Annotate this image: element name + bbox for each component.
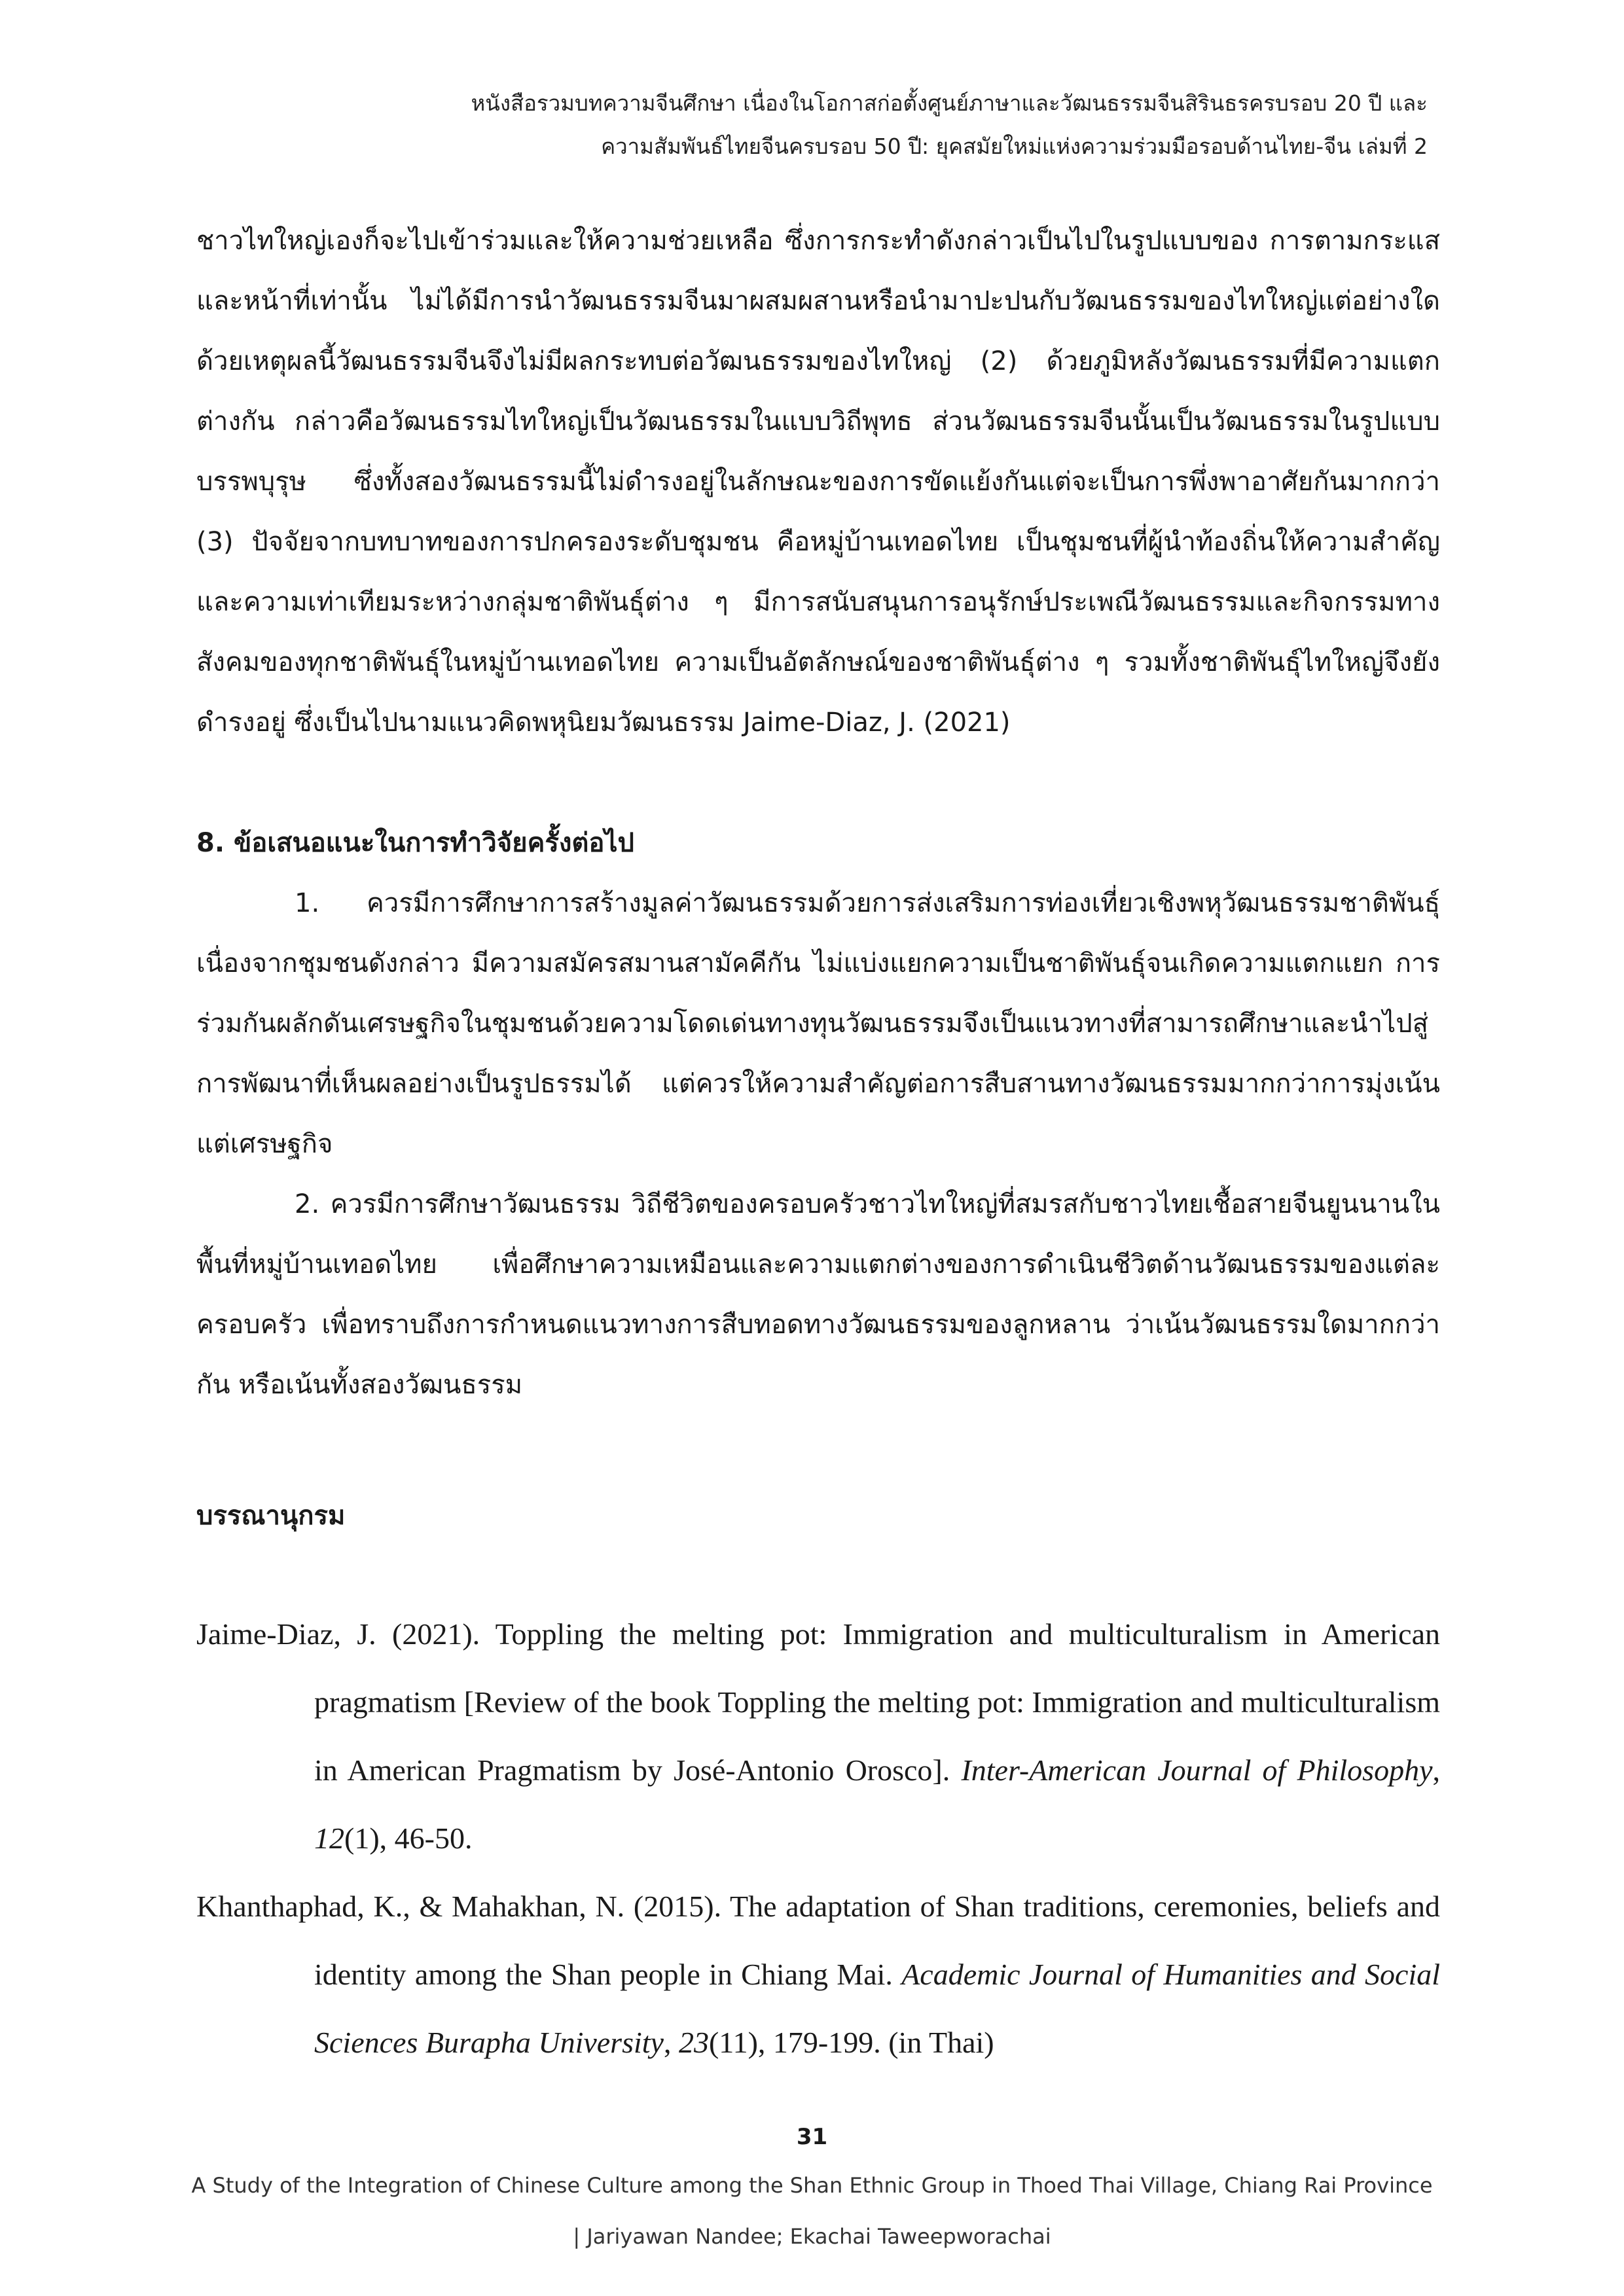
reference-entry (196, 1873, 1440, 2077)
reference-separator: , (1432, 1753, 1440, 1787)
reference-text: Khanthaphad, K., & Mahakhan, N. (2015). The adaptation of Shan traditions, ceremonies, beliefs and identity among the Shan people in Chiang Mai. (196, 1890, 1440, 1991)
running-header (184, 82, 1428, 168)
reference-volume: 12 (314, 1821, 344, 1855)
reference-journal: Inter-American Journal of Philosophy (961, 1753, 1433, 1787)
reference-entry (196, 1600, 1440, 1873)
footer-authors: | Jariyawan Nandee; Ekachai Taweepworachai (573, 2224, 1051, 2249)
section-8-heading: 8. ข้อเสนอแนะในการทำวิจัยครั้งต่อไป (196, 828, 634, 858)
reference-volume: 23 (678, 2026, 709, 2059)
footer-title: A Study of the Integration of Chinese Culture among the Shan Ethnic Group in Thoed Thai Village, Chiang Rai Province (191, 2173, 1433, 2198)
conclusion-paragraph: ชาวไทใหญ่เองก็จะไปเข้าร่วมและให้ความช่วยเหลือ ซึ่งการกระทำดังกล่าวเป็นไปในรูปแบบของ การตามกระแสและหน้าที่เท่านั้น ไม่ได้มีการนำวัฒนธรรมจีนมาผสมผสานหรือนำมาปะปนกับวัฒนธรรมของไทใหญ่แต่อย่างใด ด้วยเหตุผลนี้วัฒนธรรมจีนจึงไม่มีผลกระทบต่อวัฒนธรรมของไทใหญ่ (2) ด้วยภูมิหลังวัฒนธรรมที่มีความแตกต่างกัน กล่าวคือวัฒนธรรมไทใหญ่เป็นวัฒนธรรมในแบบวิถีพุทธ ส่วนวัฒนธรรมจีนนั้นเป็นวัฒนธรรมในรูปแบบบรรพบุรุษ ซึ่งทั้งสองวัฒนธรรมนี้ไม่ดำรงอยู่ในลักษณะของการขัดแย้งกันแต่จะเป็นการพึ่งพาอาศัยกันมากกว่า (3) ปัจจัยจากบทบาทของการปกครองระดับชุมชน คือหมู่บ้านเทอดไทย เป็นชุมชนที่ผู้นำท้องถิ่นให้ความสำคัญและความเท่าเทียมระหว่างกลุ่มชาติพันธุ์ต่าง ๆ มีการสนับสนุนการอนุรักษ์ประเพณีวัฒนธรรมและกิจกรรมทางสังคมของทุกชาติพันธุ์ในหมู่บ้านเทอดไทย ความเป็นอัตลักษณ์ของชาติพันธุ์ต่าง ๆ รวมทั้งชาติพันธุ์ไทใหญ่จึงยังดำรงอยู่ ซึ่งเป็นไปนามแนวคิดพหุนิยมวัฒนธรรม Jaime-Diaz, J. (2021) (196, 226, 1440, 738)
references-heading: บรรณานุกรม (196, 1501, 346, 1531)
reference-pages: (11), 179-199. (in Thai) (708, 2026, 994, 2059)
suggestion-1-paragraph: 1. ควรมีการศึกษาการสร้างมูลค่าวัฒนธรรมด้วยการส่งเสริมการท่องเที่ยวเชิงพหุวัฒนธรรมชาติพันธุ์ เนื่องจากชุมชนดังกล่าว มีความสมัครสมานสามัคคีกัน ไม่แบ่งแยกความเป็นชาติพันธุ์จนเกิดความแตกแยก การร่วมกันผลักดันเศรษฐกิจในชุมชนด้วยความโดดเด่นทางทุนวัฒนธรรมจึงเป็นแนวทางที่สามารถศึกษาและนำไปสู่การพัฒนาที่เห็นผลอย่างเป็นรูปธรรมได้ แต่ควรให้ความสำคัญต่อการสืบสานทางวัฒนธรรมมากกว่าการมุ่งเน้นแต่เศรษฐกิจ (196, 888, 1440, 1159)
reference-list (196, 1600, 1440, 2077)
running-header-line-2: ความสัมพันธ์ไทยจีนครบรอบ 50 ปี: ยุคสมัยใหม่แห่งความร่วมมือรอบด้านไทย-จีน เล่มที่ 2 (601, 134, 1428, 159)
reference-separator: , (663, 2026, 679, 2059)
main-text (196, 211, 1440, 1546)
running-footer (0, 2160, 1624, 2262)
running-header-line-1: หนังสือรวมบทความจีนศึกษา เนื่องในโอกาสก่อตั้งศูนย์ภาษาและวัฒนธรรมจีนสิรินธรครบรอบ 20 ปี และ (471, 90, 1428, 116)
reference-text: Jaime-Diaz, J. (2021). Toppling the melting pot: Immigration and multiculturalism in American pragmatism [Review of the book Toppling the melting pot: Immigration and multiculturalism in American Pragmatism by José-Antonio Orosco]. (196, 1617, 1440, 1787)
reference-pages: (1), 46-50. (344, 1821, 473, 1855)
reference-journal: Academic Journal of Humanities and Social Sciences Burapha University (314, 1958, 1440, 2059)
suggestion-2-paragraph: 2. ควรมีการศึกษาวัฒนธรรม วิถีชีวิตของครอบครัวชาวไทใหญ่ที่สมรสกับชาวไทยเชื้อสายจีนยูนนานในพื้นที่หมู่บ้านเทอดไทย เพื่อศึกษาความเหมือนและความแตกต่างของการดำเนินชีวิตด้านวัฒนธรรมของแต่ละครอบครัว เพื่อทราบถึงการกำหนดแนวทางการสืบทอดทางวัฒนธรรมของลูกหลาน ว่าเน้นวัฒนธรรมใดมากกว่ากัน หรือเน้นทั้งสองวัฒนธรรม (196, 1189, 1440, 1400)
page-number: 31 (796, 2124, 828, 2150)
